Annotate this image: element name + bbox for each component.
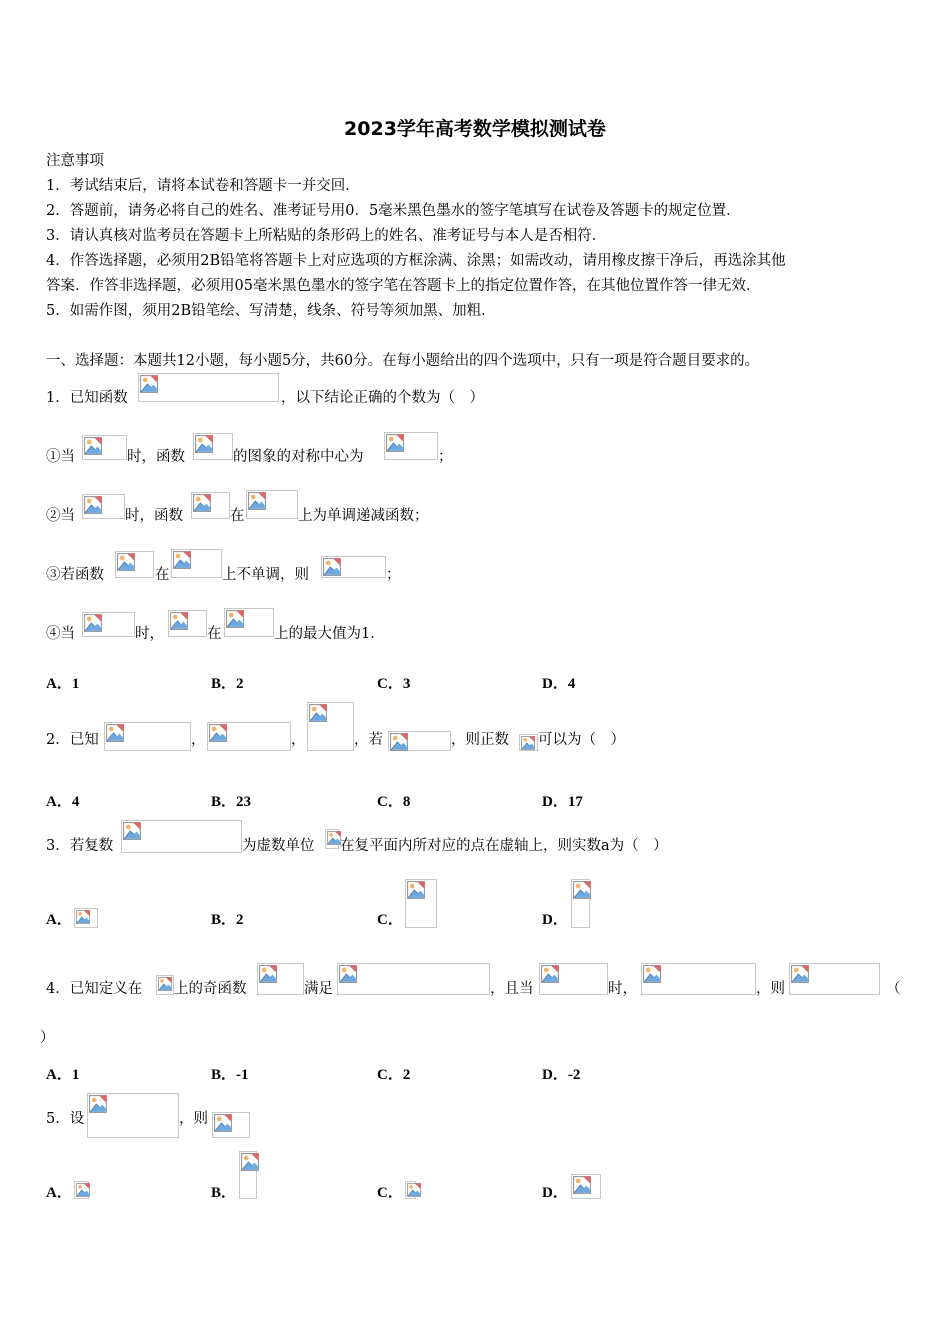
formula-image-icon xyxy=(337,963,490,995)
notice-item: 答案．作答非选择题，必须用05毫米黑色墨水的签字笔在答题卡上的指定位置作答，在其他位置作答一律无效． xyxy=(46,278,761,294)
question-text: 在复平面内所对应的点在虚轴上，则实数a为（ ） xyxy=(340,838,668,854)
statement-text: 的图象的对称中心为 xyxy=(233,449,364,465)
formula-image-icon xyxy=(207,722,291,751)
broken-image-glyph-icon xyxy=(76,910,90,924)
broken-image-glyph-icon xyxy=(123,822,141,840)
formula-image-icon xyxy=(384,432,438,460)
statement-text: 上为单调递减函数； xyxy=(298,508,429,524)
option-b[interactable]: B．-1 xyxy=(211,1067,249,1083)
statement-text: ①当 xyxy=(46,449,75,465)
broken-image-glyph-icon xyxy=(309,704,327,722)
question-text: ，则 xyxy=(179,1111,208,1127)
formula-image-icon xyxy=(156,975,174,995)
option-b[interactable]: B．23 xyxy=(211,794,252,810)
question-text: ， xyxy=(291,732,306,748)
option-d[interactable]: D． xyxy=(542,912,568,928)
option-a[interactable]: A． xyxy=(46,1185,72,1201)
statement-text: ； xyxy=(438,449,453,465)
statement-text: ④当 xyxy=(46,626,75,642)
option-c[interactable]: C． xyxy=(377,1185,403,1201)
formula-image-icon xyxy=(191,492,230,519)
broken-image-glyph-icon xyxy=(84,496,102,514)
question-text: 可以为（ ） xyxy=(538,732,625,748)
formula-image-icon xyxy=(257,963,304,995)
broken-image-glyph-icon xyxy=(195,435,213,453)
question-text: 时， xyxy=(608,981,637,997)
formula-image-icon xyxy=(212,1112,250,1138)
formula-image-icon xyxy=(539,963,608,995)
option-a[interactable]: A．1 xyxy=(46,676,80,692)
formula-image-icon xyxy=(171,549,222,578)
broken-image-glyph-icon xyxy=(117,553,135,571)
formula-image-icon xyxy=(87,1093,179,1138)
statement-text: ③若函数 xyxy=(46,567,104,583)
statement-text: 上的最大值为1． xyxy=(274,626,385,642)
formula-image-icon xyxy=(307,702,354,751)
question-text: 2．已知 xyxy=(46,732,99,748)
option-b[interactable]: B．2 xyxy=(211,912,244,928)
broken-image-glyph-icon xyxy=(106,724,124,742)
notice-item: 1．考试结束后，请将本试卷和答题卡一并交回． xyxy=(46,178,360,194)
notice-item: 5．如需作图，须用2B铅笔绘、写清楚，线条、符号等须加黑、加粗． xyxy=(46,303,496,319)
broken-image-glyph-icon xyxy=(226,610,244,628)
page-title: 2023学年高考数学模拟测试卷 xyxy=(344,118,606,140)
statement-text: 在 xyxy=(230,508,245,524)
broken-image-glyph-icon xyxy=(541,965,559,983)
formula-image-icon xyxy=(405,1181,416,1199)
section-heading: 一、选择题：本题共12小题，每小题5分，共60分。在每小题给出的四个选项中，只有一项是符合题目要求的。 xyxy=(46,353,760,369)
option-c[interactable]: C． xyxy=(377,912,403,928)
formula-image-icon xyxy=(138,373,279,402)
broken-image-glyph-icon xyxy=(140,375,158,393)
formula-image-icon xyxy=(115,551,154,578)
statement-text: ； xyxy=(386,567,401,583)
question-text: ） xyxy=(40,1030,55,1046)
broken-image-glyph-icon xyxy=(643,965,661,983)
statement-text: 上不单调，则 xyxy=(222,567,309,583)
formula-image-icon xyxy=(121,820,242,853)
broken-image-glyph-icon xyxy=(573,881,591,899)
formula-image-icon xyxy=(74,1181,89,1199)
formula-image-icon xyxy=(193,433,233,460)
question-text: 3．若复数 xyxy=(46,838,114,854)
option-d[interactable]: D．-2 xyxy=(542,1067,581,1083)
formula-image-icon xyxy=(789,963,880,995)
notice-heading: 注意事项 xyxy=(46,153,104,169)
question-text: ，且当 xyxy=(490,981,534,997)
broken-image-glyph-icon xyxy=(89,1095,107,1113)
question-text: ，则 xyxy=(756,981,785,997)
broken-image-glyph-icon xyxy=(158,977,172,991)
broken-image-glyph-icon xyxy=(259,965,277,983)
broken-image-glyph-icon xyxy=(573,1176,591,1194)
formula-image-icon xyxy=(82,494,125,519)
notice-item: 3．请认真核对监考员在答题卡上所粘贴的条形码上的姓名、准考证号与本人是否相符． xyxy=(46,228,607,244)
notice-item: 2．答题前，请务必将自己的姓名、准考证号用0．5毫米黑色墨水的签字笔填写在试卷及答题卡的规定位置． xyxy=(46,203,741,219)
formula-image-icon xyxy=(519,734,538,751)
question-text: 为虚数单位 xyxy=(242,838,315,854)
formula-image-icon xyxy=(224,608,274,637)
broken-image-glyph-icon xyxy=(170,612,188,630)
broken-image-glyph-icon xyxy=(407,1183,421,1197)
formula-image-icon xyxy=(246,490,298,519)
option-b[interactable]: B．2 xyxy=(211,676,244,692)
broken-image-glyph-icon xyxy=(791,965,809,983)
statement-text: 时，函数 xyxy=(125,508,183,524)
statement-text: 在 xyxy=(155,567,170,583)
broken-image-glyph-icon xyxy=(323,558,341,576)
option-c[interactable]: C．8 xyxy=(377,794,411,810)
question-text: ，以下结论正确的个数为（ ） xyxy=(281,390,484,406)
option-d[interactable]: D．17 xyxy=(542,794,583,810)
broken-image-glyph-icon xyxy=(339,965,357,983)
notice-item: 4．作答选择题，必须用2B铅笔将答题卡上对应选项的方框涂满、涂黑；如需改动，请用橡皮擦干净后，再选涂其他 xyxy=(46,253,786,269)
statement-text: 时， xyxy=(135,626,164,642)
question-text: 满足 xyxy=(304,981,333,997)
broken-image-glyph-icon xyxy=(209,724,227,742)
statement-text: ②当 xyxy=(46,508,75,524)
option-a[interactable]: A．4 xyxy=(46,794,80,810)
formula-image-icon xyxy=(74,908,98,928)
formula-image-icon xyxy=(82,435,127,460)
broken-image-glyph-icon xyxy=(386,434,404,452)
statement-text: 时，函数 xyxy=(127,449,185,465)
option-c[interactable]: C．2 xyxy=(377,1067,411,1083)
broken-image-glyph-icon xyxy=(521,736,535,750)
option-b[interactable]: B． xyxy=(211,1185,237,1201)
question-text: 上的奇函数 xyxy=(174,981,247,997)
broken-image-glyph-icon xyxy=(84,437,102,455)
question-text: ，则正数 xyxy=(451,732,509,748)
formula-image-icon xyxy=(82,612,135,637)
formula-image-icon xyxy=(325,829,339,849)
broken-image-glyph-icon xyxy=(173,551,191,569)
formula-image-icon xyxy=(641,963,756,995)
broken-image-glyph-icon xyxy=(193,494,211,512)
broken-image-glyph-icon xyxy=(214,1114,232,1132)
question-text: 4．已知定义在 xyxy=(46,981,143,997)
broken-image-glyph-icon xyxy=(407,881,425,899)
formula-image-icon xyxy=(168,610,207,637)
formula-image-icon xyxy=(104,722,191,751)
broken-image-glyph-icon xyxy=(84,614,102,632)
formula-image-icon xyxy=(388,731,451,751)
broken-image-glyph-icon xyxy=(390,733,408,751)
question-text: ， xyxy=(191,732,206,748)
option-c[interactable]: C．3 xyxy=(377,676,411,692)
option-a[interactable]: A．1 xyxy=(46,1067,80,1083)
option-a[interactable]: A． xyxy=(46,912,72,928)
broken-image-glyph-icon xyxy=(76,1183,90,1197)
formula-image-icon xyxy=(321,556,386,578)
formula-image-icon xyxy=(405,879,437,928)
question-text: （ xyxy=(886,981,901,997)
question-text: 5．设 xyxy=(46,1111,85,1127)
option-d[interactable]: D． xyxy=(542,1185,568,1201)
broken-image-glyph-icon xyxy=(248,492,266,510)
broken-image-glyph-icon xyxy=(241,1153,259,1171)
statement-text: 在 xyxy=(207,626,222,642)
question-text: ，若 xyxy=(354,732,383,748)
option-d[interactable]: D．4 xyxy=(542,676,576,692)
formula-image-icon xyxy=(239,1151,257,1199)
formula-image-icon xyxy=(571,879,590,928)
question-text: 1．已知函数 xyxy=(46,390,128,406)
broken-image-glyph-icon xyxy=(327,831,341,845)
formula-image-icon xyxy=(571,1174,601,1199)
